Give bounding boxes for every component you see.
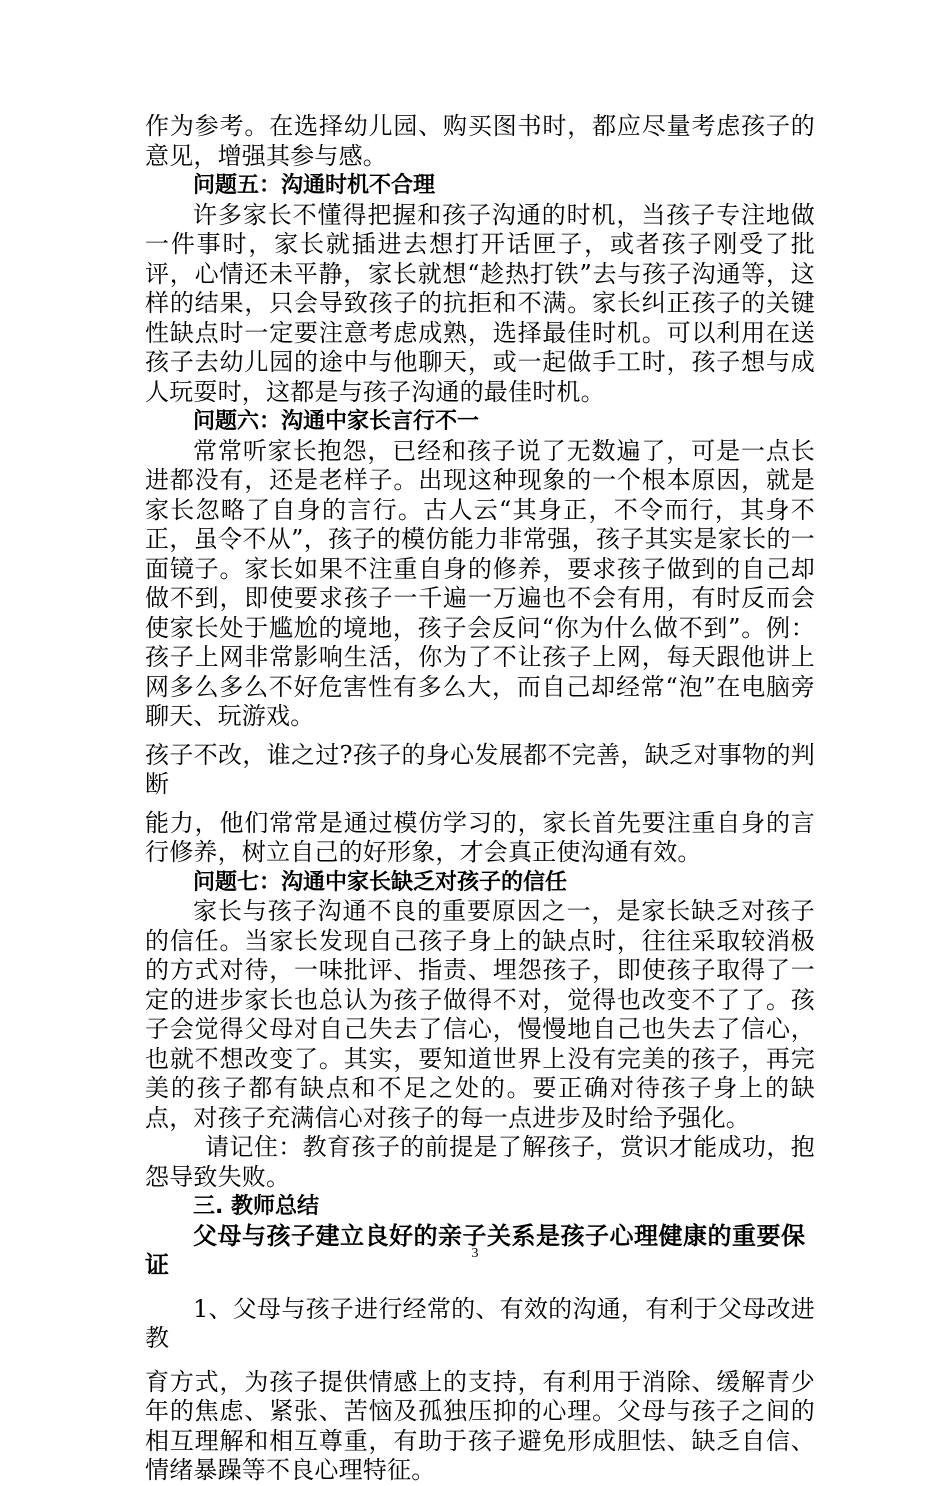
- heading-problem-5: 问题五：沟通时机不合理: [193, 173, 436, 198]
- paragraph-problem-6-cont-a: 孩子不改，谁之过?孩子的身心发展都不完善，缺乏对事物的判断: [145, 740, 815, 798]
- heading-summary-subtitle: 父母与孩子建立良好的亲子关系是孩子心理健康的重要保证: [145, 1221, 806, 1279]
- paragraph-problem-6-cont-b: 能力，他们常常是通过模仿学习的，家长首先要注重自身的言行修养，树立自己的好形象，才会真正使沟通有效。: [145, 808, 815, 866]
- paragraph-problem-5: 许多家长不懂得把握和孩子沟通的时机，当孩子专注地做一件事时，家长就插进去想打开话匣子，或者孩子刚受了批评，心情还未平静，家长就想“趁热打铁”去与孩子沟通等，这样的结果，只会导致孩子的抗拒和不满。家长纠正孩子的关键性缺点时一定要注意考虑成熟，选择最佳时机。可以利用在送孩子去幼儿园的途中与他聊天，或一起做手工时，孩子想与成人玩耍时，这都是与孩子沟通的最佳时机。: [145, 200, 815, 406]
- document-body: [145, 112, 815, 1486]
- paragraph-remember: 请记住：教育孩子的前提是了解孩子，赏识才能成功，抱怨导致失败。: [145, 1133, 815, 1191]
- paragraph-problem-7: 家长与孩子沟通不良的重要原因之一，是家长缺乏对孩子的信任。当家长发现自己孩子身上的缺点时，往往采取较消极的方式对待，一味批评、指责、埋怨孩子，即使孩子取得了一定的进步家长也总认为孩子做得不对，觉得也改变不了了。孩子会觉得父母对自己失去了信心，慢慢地自己也失去了信心，也就不想改变了。其实，要知道世界上没有完美的孩子，再完美的孩子都有缺点和不足之处的。要正确对待孩子身上的缺点，对孩子充满信心对孩子的每一点进步及时给予强化。: [145, 897, 815, 1132]
- paragraph-problem-6: 常常听家长抱怨，已经和孩子说了无数遍了，可是一点长进都没有，还是老样子。出现这种现象的一个根本原因，就是家长忽略了自身的言行。古人云“其身正，不令而行，其身不正，虽令不从”，孩子的模仿能力非常强，孩子其实是家长的一面镜子。家长如果不注重自身的修养，要求孩子做到的自己却做不到，即使要求孩子一千遍一万遍也不会有用，有时反而会使家长处于尴尬的境地，孩子会反问“你为什么做不到”。例：孩子上网非常影响生活，你为了不让孩子上网，每天跟他讲上网多么多么不好危害性有多么大，而自己却经常“泡”在电脑旁聊天、玩游戏。: [145, 436, 815, 730]
- heading-problem-7: 问题七：沟通中家长缺乏对孩子的信任: [193, 869, 568, 895]
- heading-problem-6: 问题六：沟通中家长言行不一: [193, 409, 480, 434]
- paragraph-summary-1a: 1、父母与孩子进行经常的、有效的沟通，有利于父母改进教: [145, 1294, 815, 1352]
- page-number: 3: [471, 1246, 479, 1261]
- paragraph-summary-1b: 育方式，为孩子提供情感上的支持，有利用于消除、缓解青少年的焦虑、紧张、苦恼及孤独压抑的心理。父母与孩子之间的相互理解和相互尊重，有助于孩子避免形成胆怯、缺乏自信、情绪暴躁等不良心理特征。: [145, 1367, 815, 1484]
- heading-teacher-summary: 三. 教师总结: [193, 1194, 320, 1219]
- paragraph-intro: 作为参考。在选择幼儿园、购买图书时，都应尽量考虑孩子的意见，增强其参与感。: [145, 112, 815, 170]
